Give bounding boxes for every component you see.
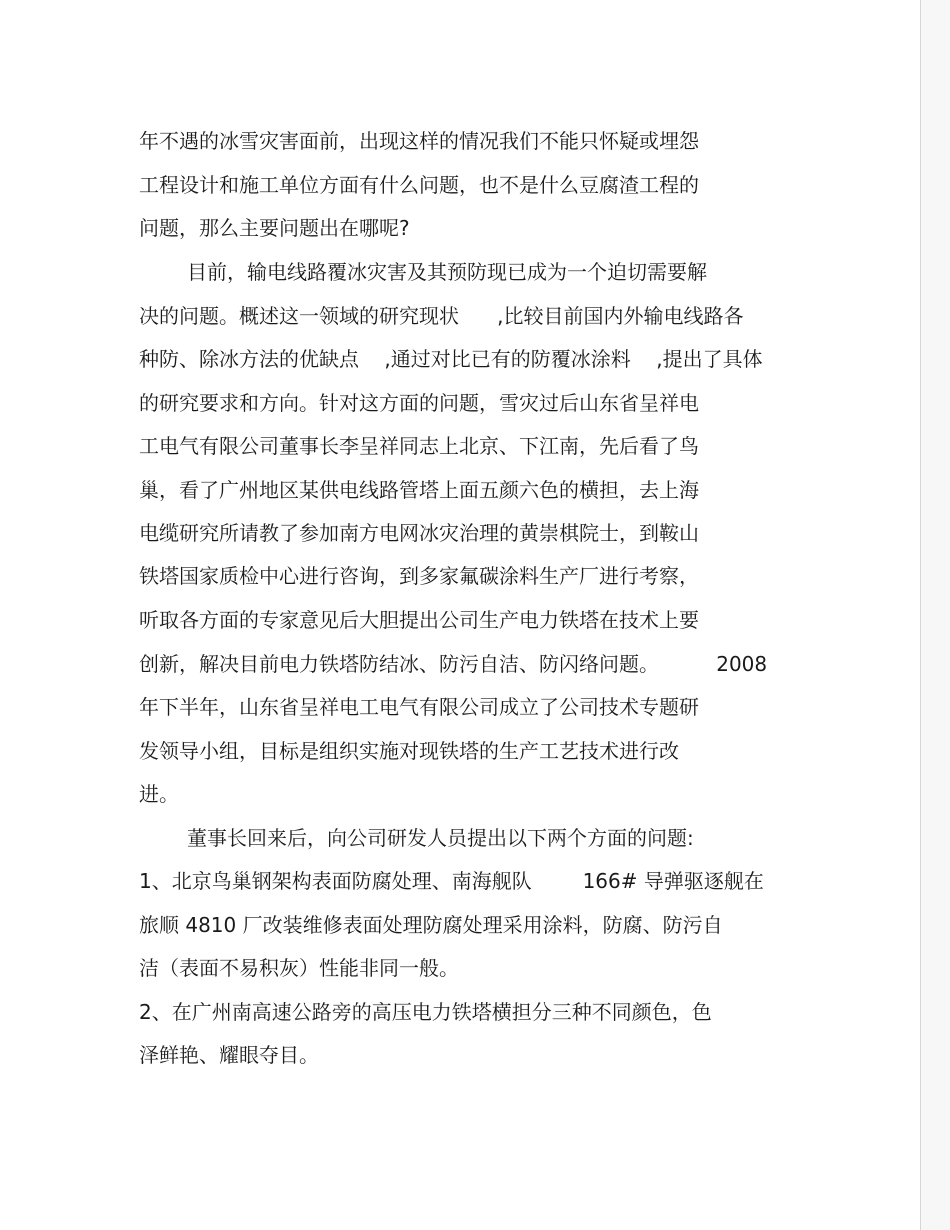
text-line: 电缆研究所请教了参加南方电网冰灾治理的黄崇棋院士，到鞍山: [139, 521, 699, 545]
text-line: 铁塔国家质检中心进行咨询，到多家氟碳涂料生产厂进行考察，: [139, 564, 699, 588]
text-line: 工程设计和施工单位方面有什么问题，也不是什么豆腐渣工程的: [139, 173, 699, 197]
viewer-margin: [921, 0, 950, 1230]
text-line: 决的问题。概述这一领域的研究现状 ,比较目前国内外输电线路各: [139, 304, 744, 328]
list-item-line: 1、北京鸟巢钢架构表面防腐处理、南海舰队 166# 导弹驱逐舰在: [139, 869, 764, 893]
text-line: 的研究要求和方向。针对这方面的问题，雪灾过后山东省呈祥电: [139, 391, 699, 415]
list-item-line: 2、在广州南高速公路旁的高压电力铁塔横担分三种不同颜色，色: [139, 1000, 712, 1024]
text-line: 工电气有限公司董事长李呈祥同志上北京、下江南，先后看了鸟: [139, 434, 699, 458]
text-line: 创新，解决目前电力铁塔防结冰、防污自洁、防闪络问题。 2008: [139, 652, 768, 676]
paragraph-first-line: 目前，输电线路覆冰灾害及其预防现已成为一个迫切需要解: [187, 260, 707, 284]
text-line: 旅顺 4810 厂改装维修表面处理防腐处理采用涂料，防腐、防污自: [139, 913, 723, 937]
text-line: 问题，那么主要问题出在哪呢?: [139, 216, 410, 240]
paragraph-first-line: 董事长回来后，向公司研发人员提出以下两个方面的问题:: [187, 826, 694, 850]
text-line: 洁（表面不易积灰）性能非同一般。: [139, 956, 459, 980]
text-line: 进。: [139, 782, 179, 806]
text-line: 听取各方面的专家意见后大胆提出公司生产电力铁塔在技术上要: [139, 608, 699, 632]
text-line: 泽鲜艳、耀眼夺目。: [139, 1043, 319, 1067]
text-line: 巢，看了广州地区某供电线路管塔上面五颜六色的横担，去上海: [139, 478, 699, 502]
text-line: 年下半年，山东省呈祥电工电气有限公司成立了公司技术专题研: [139, 695, 699, 719]
text-line: 发领导小组，目标是组织实施对现铁塔的生产工艺技术进行改: [139, 739, 679, 763]
text-line: 种防、除冰方法的优缺点 ,通过对比已有的防覆冰涂料 ,提出了具体: [139, 347, 763, 371]
text-line: 年不遇的冰雪灾害面前，出现这样的情况我们不能只怀疑或埋怨: [139, 129, 699, 153]
